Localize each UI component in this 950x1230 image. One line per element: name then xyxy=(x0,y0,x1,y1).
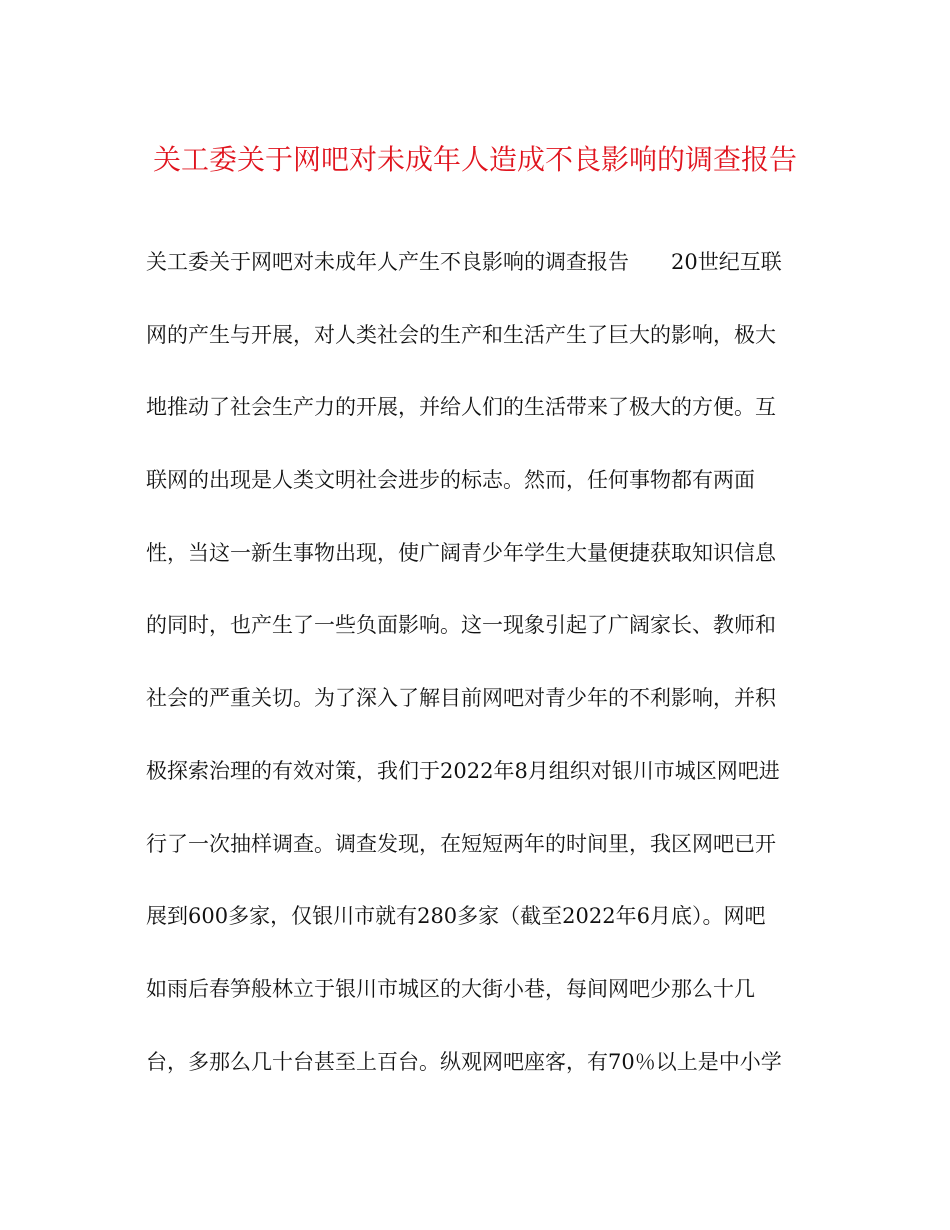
document-title: 关工委关于网吧对未成年人造成不良影响的调查报告 xyxy=(152,143,797,176)
body-line: 联网的出现是人类文明社会进步的标志。然而，任何事物都有两面 xyxy=(146,468,755,493)
body-line: 行了一次抽样调查。调查发现，在短短两年的时间里，我区网吧已开 xyxy=(146,831,776,856)
body-line: 关工委关于网吧对未成年人产生不良影响的调查报告 20世纪互联 xyxy=(146,250,782,274)
body-line: 地推动了社会生产力的开展，并给人们的生活带来了极大的方便。互 xyxy=(146,395,776,420)
body-line: 社会的严重关切。为了深入了解目前网吧对青少年的不利影响，并积 xyxy=(146,686,776,711)
body-line: 的同时，也产生了一些负面影响。这一现象引起了广阔家长、教师和 xyxy=(146,613,776,638)
document-body xyxy=(146,246,806,1118)
body-line: 台，多那么几十台甚至上百台。纵观网吧座客，有70％以上是中小学 xyxy=(146,1049,782,1074)
body-line: 如雨后春笋般林立于银川市城区的大街小巷，每间网吧少那么十几 xyxy=(146,976,755,1001)
body-line: 网的产生与开展，对人类社会的生产和生活产生了巨大的影响，极大 xyxy=(146,322,776,347)
body-line: 展到600多家，仅银川市就有280多家（截至2022年6月底）。网吧 xyxy=(146,904,766,929)
body-line: 极探索治理的有效对策，我们于2022年8月组织对银川市城区网吧进 xyxy=(146,758,780,783)
body-line: 性，当这一新生事物出现，使广阔青少年学生大量便捷获取知识信息 xyxy=(146,540,776,565)
